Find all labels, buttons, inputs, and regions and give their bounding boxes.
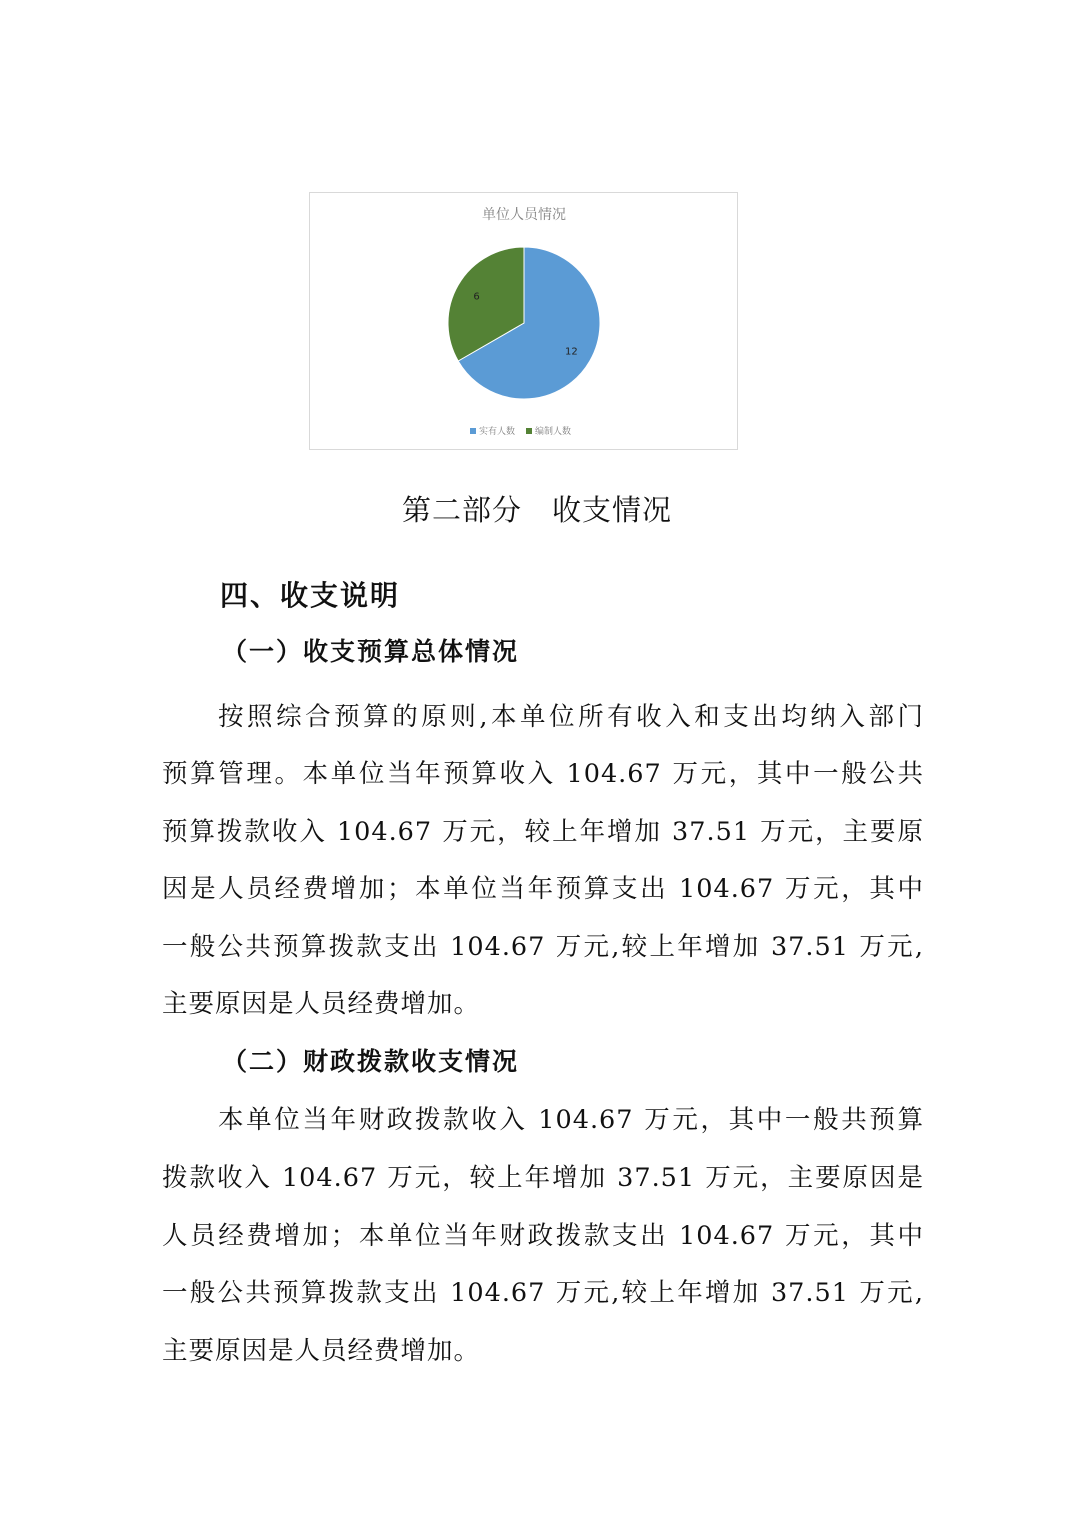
paragraph-1-line: 预算管理。本单位当年预算收入 104.67 万元，其中一般公共: [162, 759, 924, 789]
part-title-right: 收支情况: [552, 493, 673, 527]
legend-label: 实有人数: [479, 427, 516, 437]
pie-data-label: 12: [565, 346, 578, 358]
part-title-left: 第二部分: [401, 493, 522, 527]
paragraph-2-line: 一般公共预算拨款支出 104.67 万元,较上年增加 37.51 万元,: [162, 1278, 924, 1308]
chart-legend: [470, 425, 571, 437]
paragraph-1-line: 预算拨款收入 104.67 万元，较上年增加 37.51 万元，主要原: [162, 817, 924, 847]
subsection-1-heading: （一）收支预算总体情况: [222, 637, 520, 666]
section-heading: 四、收支说明: [220, 579, 401, 612]
paragraph-2-line: 人员经费增加；本单位当年财政拨款支出 104.67 万元，其中: [162, 1221, 924, 1251]
paragraph-1-line: 主要原因是人员经费增加。: [162, 989, 481, 1019]
pie-data-label: 6: [473, 291, 480, 303]
paragraph-1-line: 一般公共预算拨款支出 104.67 万元,较上年增加 37.51 万元,: [162, 932, 924, 962]
paragraph-1-line: 按照综合预算的原则,本单位所有收入和支出均纳入部门: [218, 702, 924, 732]
legend-label: 编制人数: [535, 427, 572, 437]
legend-swatch: [526, 428, 532, 434]
chart-container: [309, 192, 738, 450]
paragraph-2-line: 主要原因是人员经费增加。: [162, 1336, 481, 1366]
part-title: [0, 490, 1074, 530]
legend-swatch: [470, 428, 476, 434]
subsection-2-heading: （二）财政拨款收支情况: [222, 1047, 520, 1076]
paragraph-2-line: 本单位当年财政拨款收入 104.67 万元，其中一般共预算: [218, 1105, 924, 1135]
paragraph-1-line: 因是人员经费增加；本单位当年预算支出 104.67 万元，其中: [162, 874, 924, 904]
chart-title: 单位人员情况: [482, 207, 566, 223]
paragraph-2-line: 拨款收入 104.67 万元，较上年增加 37.51 万元，主要原因是: [162, 1163, 924, 1193]
pie-chart: [310, 193, 739, 451]
